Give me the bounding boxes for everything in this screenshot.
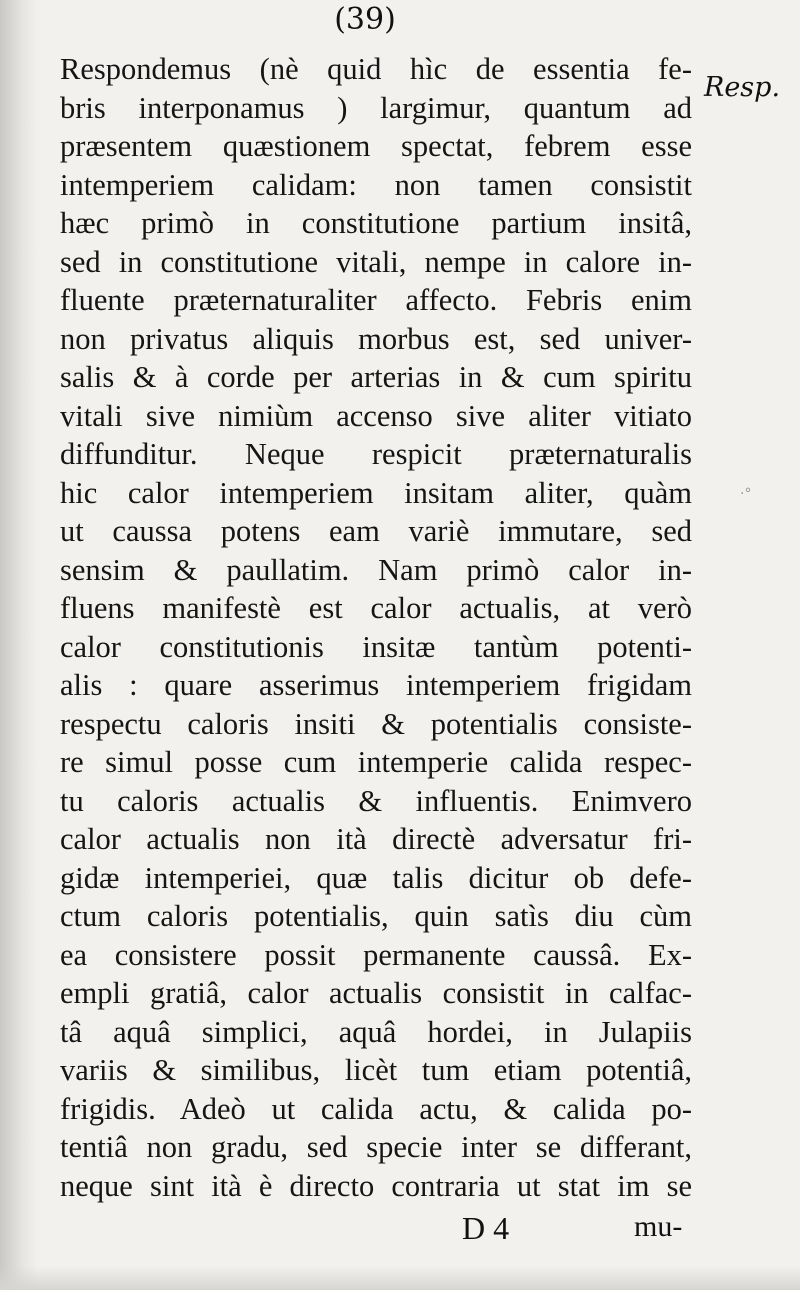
margin-note: Resp.: [704, 72, 781, 103]
text-line: tu caloris actualis & influentis. Enimvero: [60, 783, 692, 818]
text-line: fluente præternaturaliter affecto. Febris enim: [60, 283, 692, 317]
text-line: sensim & paullatim. Nam primò calor in-: [60, 552, 692, 587]
text-line: vitali sive nimiùm accenso sive aliter vitiato: [60, 398, 692, 433]
text-line: hic calor intemperiem insitam aliter, quàm: [60, 475, 692, 510]
text-line: bris interponamus ) largimur, quantum ad: [60, 90, 692, 125]
text-line: alis : quare asserimus intemperiem frigidam: [60, 668, 692, 702]
text-line: calor actualis non ità directè adversatur fri-: [60, 822, 692, 856]
text-line: intemperiem calidam: non tamen consistit: [60, 167, 692, 202]
text-line: empli gratiâ, calor actualis consistit in calfac-: [60, 976, 692, 1010]
text-line: fluens manifestè est calor actualis, at verò: [60, 591, 692, 625]
signature-mark: D 4: [462, 1210, 510, 1246]
text-line: tentiâ non gradu, sed specie inter se differant,: [60, 1130, 692, 1164]
text-line: hæc primò in constitutione partium insitâ,: [60, 206, 692, 240]
text-line: Respondemus (nè quid hìc de essentia fe-: [60, 52, 692, 86]
text-line: variis & similibus, licèt tum etiam potentiâ,: [60, 1053, 692, 1087]
page-bottom-edge: [0, 1266, 800, 1290]
text-line: gidæ intemperiei, quæ talis dicitur ob defe-: [60, 860, 692, 895]
text-line: calor constitutionis insitæ tantùm potenti-: [60, 629, 692, 664]
gutter-shadow: [0, 0, 38, 1290]
text-line: frigidis. Adeò ut calida actu, & calida po-: [60, 1091, 692, 1126]
text-line: tâ aquâ simplici, aquâ hordei, in Julapiis: [60, 1014, 692, 1049]
text-line: neque sint ità è directo contraria ut stat im se: [60, 1168, 692, 1203]
paper-speck: ·°: [740, 486, 752, 502]
page-number: (39): [334, 2, 396, 37]
text-line: ut caussa potens eam variè immutare, sed: [60, 514, 692, 548]
text-line: diffunditur. Neque respicit præternaturalis: [60, 437, 692, 471]
text-line: salis & à corde per arterias in & cum spiritu: [60, 360, 692, 394]
text-line: re simul posse cum intemperie calida respec-: [60, 745, 692, 779]
text-line: ea consistere possit permanente caussâ. Ex-: [60, 937, 692, 972]
text-line: præsentem quæstionem spectat, febrem esse: [60, 129, 692, 163]
text-line: sed in constitutione vitali, nempe in calore in-: [60, 244, 692, 279]
text-line: non privatus aliquis morbus est, sed univer-: [60, 321, 692, 356]
text-line: respectu caloris insiti & potentialis consiste-: [60, 706, 692, 741]
body-text: [60, 50, 692, 1205]
text-line: ctum caloris potentialis, quin satìs diu cùm: [60, 899, 692, 933]
catchword: mu-: [634, 1210, 683, 1243]
